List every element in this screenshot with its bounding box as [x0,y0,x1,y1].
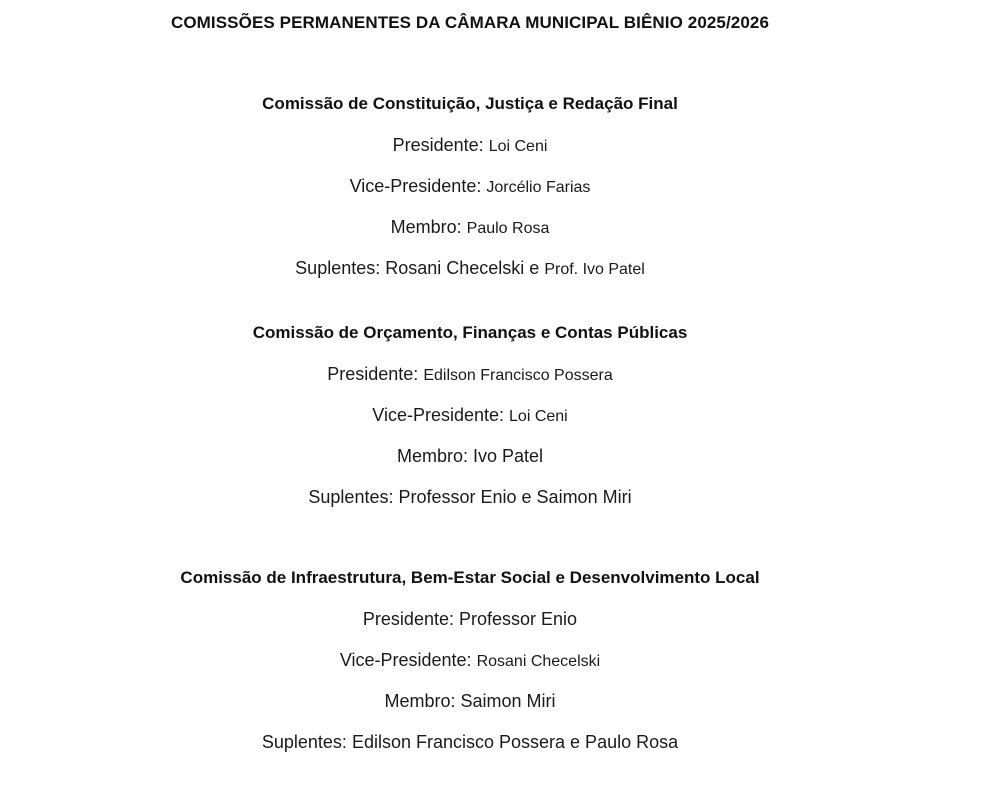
vice-president-line [0,175,940,197]
committee-section [0,567,940,753]
vice-president-line [0,649,940,671]
vice-president-label: Vice-Presidente: [372,405,505,425]
president-line [0,608,940,630]
substitutes-names: Prof. Ivo Patel [544,261,645,278]
president-label: Presidente: [362,609,454,629]
member-name: Saimon Miri [460,691,556,711]
president-name: Professor Enio [459,609,578,629]
substitutes-names: Edilson Francisco Possera e Paulo Rosa [351,732,679,752]
committee-section [0,322,940,508]
committee-section [0,93,940,279]
substitutes-line [0,731,940,753]
member-line [0,690,940,712]
substitutes-line [0,257,940,279]
president-line [0,134,940,156]
member-name: Ivo Patel [472,446,544,466]
substitutes-line [0,486,940,508]
committee-title: Comissão de Orçamento, Finanças e Contas Públicas [252,323,688,342]
member-label: Membro: [396,446,468,466]
committee-title: Comissão de Infraestrutura, Bem-Estar Social e Desenvolvimento Local [180,568,760,587]
vice-president-line [0,404,940,426]
vice-president-name: Rosani Checelski [476,653,601,670]
document-title: COMISSÕES PERMANENTES DA CÂMARA MUNICIPAL BIÊNIO 2025/2026 [170,13,770,32]
member-line [0,216,940,238]
president-name: Edilson Francisco Possera [423,367,613,384]
member-label: Membro: [390,217,462,237]
substitutes-label: Suplentes: [261,732,347,752]
vice-president-label: Vice-Presidente: [339,650,472,670]
member-label: Membro: [384,691,456,711]
member-name: Paulo Rosa [466,220,550,237]
committee-title: Comissão de Constituição, Justiça e Redação Final [262,94,678,113]
president-line [0,363,940,385]
president-label: Presidente: [392,135,484,155]
vice-president-label: Vice-Presidente: [349,176,482,196]
president-label: Presidente: [327,364,419,384]
president-name: Loi Ceni [488,138,548,155]
substitutes-label: Suplentes: [308,487,394,507]
substitutes-names: Professor Enio e Saimon Miri [398,487,632,507]
vice-president-name: Jorcélio Farias [486,179,591,196]
vice-president-name: Loi Ceni [509,408,568,425]
member-line [0,445,940,467]
substitutes-label: Suplentes: Rosani Checelski e [295,258,540,278]
